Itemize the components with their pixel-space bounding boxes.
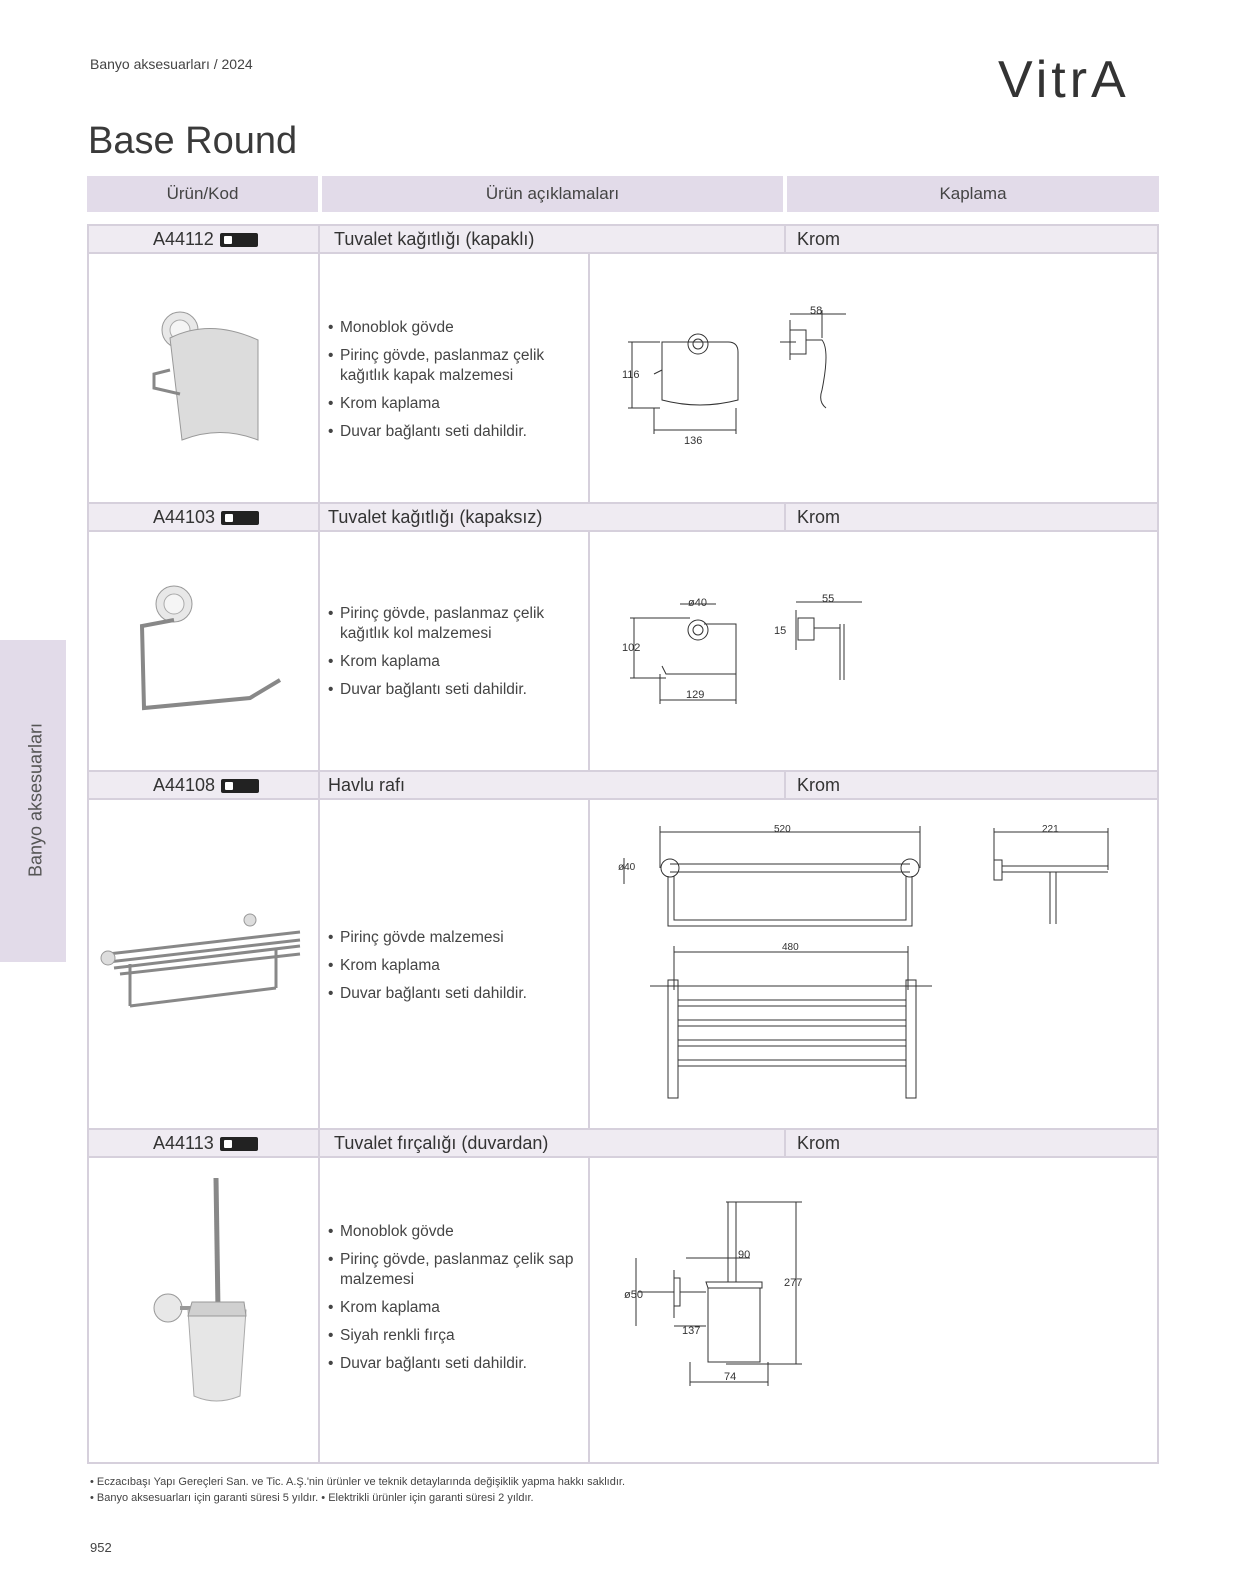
dimension-label: 102 [622, 642, 641, 654]
dimension-label: 116 [622, 369, 640, 381]
column-header-description: Ürün açıklamaları [322, 176, 783, 212]
product-photo-toilet-brush [140, 1170, 280, 1420]
feature-item: • Duvar bağlantı seti dahildir. [326, 422, 576, 442]
product-finish: Krom [797, 507, 841, 527]
product-finish: Krom [797, 229, 841, 249]
dimension-label: 129 [686, 689, 705, 701]
product-code [153, 229, 258, 250]
divider [784, 770, 786, 800]
feature-list [326, 928, 576, 1012]
dimension-label: 137 [682, 1325, 701, 1337]
product-code-text: A44103 [153, 507, 216, 527]
feature-item: • Duvar bağlantı seti dahildir. [326, 984, 576, 1004]
product-photo-paper-holder [130, 580, 290, 720]
feature-item: • Pirinç gövde malzemesi [326, 928, 576, 948]
technical-drawing [600, 290, 880, 450]
divider [588, 532, 590, 770]
product-name: Havlu rafı [328, 775, 406, 795]
product-code-text: A44112 [153, 229, 214, 249]
product-code [153, 507, 259, 528]
dimension-label: 74 [724, 1371, 737, 1383]
feature-item: • Krom kaplama [326, 394, 576, 414]
dimension-label: 277 [784, 1277, 803, 1289]
dimension-label: ø50 [624, 1289, 643, 1301]
product-code [153, 775, 259, 796]
technical-drawing [610, 820, 1130, 1120]
feature-item: • Monoblok gövde [326, 1222, 586, 1242]
side-tab-label: Banyo aksesuarları [25, 722, 46, 878]
divider [784, 224, 786, 254]
technical-drawing [600, 590, 880, 720]
divider [588, 254, 590, 502]
column-header-code: Ürün/Kod [87, 176, 318, 212]
product-finish: Krom [797, 775, 841, 795]
product-code-text: A44113 [153, 1133, 214, 1153]
feature-item: • Duvar bağlantı seti dahildir. [326, 680, 576, 700]
dimension-label: 221 [1042, 824, 1059, 835]
feature-item: • Krom kaplama [326, 956, 576, 976]
feature-item: • Krom kaplama [326, 652, 576, 672]
page-number: 952 [90, 1540, 112, 1555]
dimension-label: 15 [774, 625, 787, 637]
dimension-label: ø40 [618, 862, 636, 873]
feature-item: • Pirinç gövde, paslanmaz çelik kağıtlık kol malzemesi [326, 604, 576, 644]
code-badge-icon [220, 233, 258, 247]
code-badge-icon [220, 1137, 258, 1151]
feature-list [326, 604, 576, 708]
code-badge-icon [221, 779, 259, 793]
product-code-text: A44108 [153, 775, 216, 795]
feature-item: • Pirinç gövde, paslanmaz çelik sap malzemesi [326, 1250, 586, 1290]
column-header-finish: Kaplama [787, 176, 1159, 212]
divider [588, 1158, 590, 1462]
divider [318, 224, 320, 1462]
feature-item: • Monoblok gövde [326, 318, 576, 338]
dimension-label: 58 [810, 305, 823, 317]
brand-logo: VitrA [998, 51, 1130, 109]
product-finish: Krom [797, 1133, 841, 1153]
product-name: Tuvalet kağıtlığı (kapaksız) [328, 507, 543, 527]
divider [784, 1128, 786, 1158]
product-photo-towel-rack [100, 910, 310, 1020]
dimension-label: 55 [822, 593, 835, 605]
feature-item: • Krom kaplama [326, 1298, 586, 1318]
feature-item: • Pirinç gövde, paslanmaz çelik kağıtlık kapak malzemesi [326, 346, 576, 386]
top-label: Banyo aksesuarları / 2024 [90, 56, 253, 72]
side-tab [0, 640, 66, 962]
product-name: Tuvalet kağıtlığı (kapaklı) [334, 229, 535, 249]
feature-list [326, 1222, 586, 1382]
page-title: Base Round [88, 120, 298, 162]
divider [784, 502, 786, 532]
dimension-label: ø40 [688, 597, 707, 609]
product-name: Tuvalet fırçalığı (duvardan) [334, 1133, 549, 1153]
product-code [153, 1133, 258, 1154]
dimension-label: 90 [738, 1249, 751, 1261]
footnote: • Banyo aksesuarları için garanti süresi 5 yıldır. • Elektrikli ürünler için garanti süresi 2 yıldır. [90, 1492, 534, 1504]
dimension-label: 136 [684, 435, 703, 447]
footnote: • Eczacıbaşı Yapı Gereçleri San. ve Tic. A.Ş.'nin ürünler ve teknik detaylarında değişiklik yapma hakkı saklıdır. [90, 1476, 626, 1488]
feature-list [326, 318, 576, 450]
technical-drawing [610, 1196, 830, 1396]
dimension-label: 520 [774, 824, 791, 835]
divider [588, 800, 590, 1128]
product-photo-paper-holder-cover [140, 300, 280, 460]
dimension-label: 480 [782, 942, 799, 953]
feature-item: • Siyah renkli fırça [326, 1326, 586, 1346]
code-badge-icon [221, 511, 259, 525]
feature-item: • Duvar bağlantı seti dahildir. [326, 1354, 586, 1374]
